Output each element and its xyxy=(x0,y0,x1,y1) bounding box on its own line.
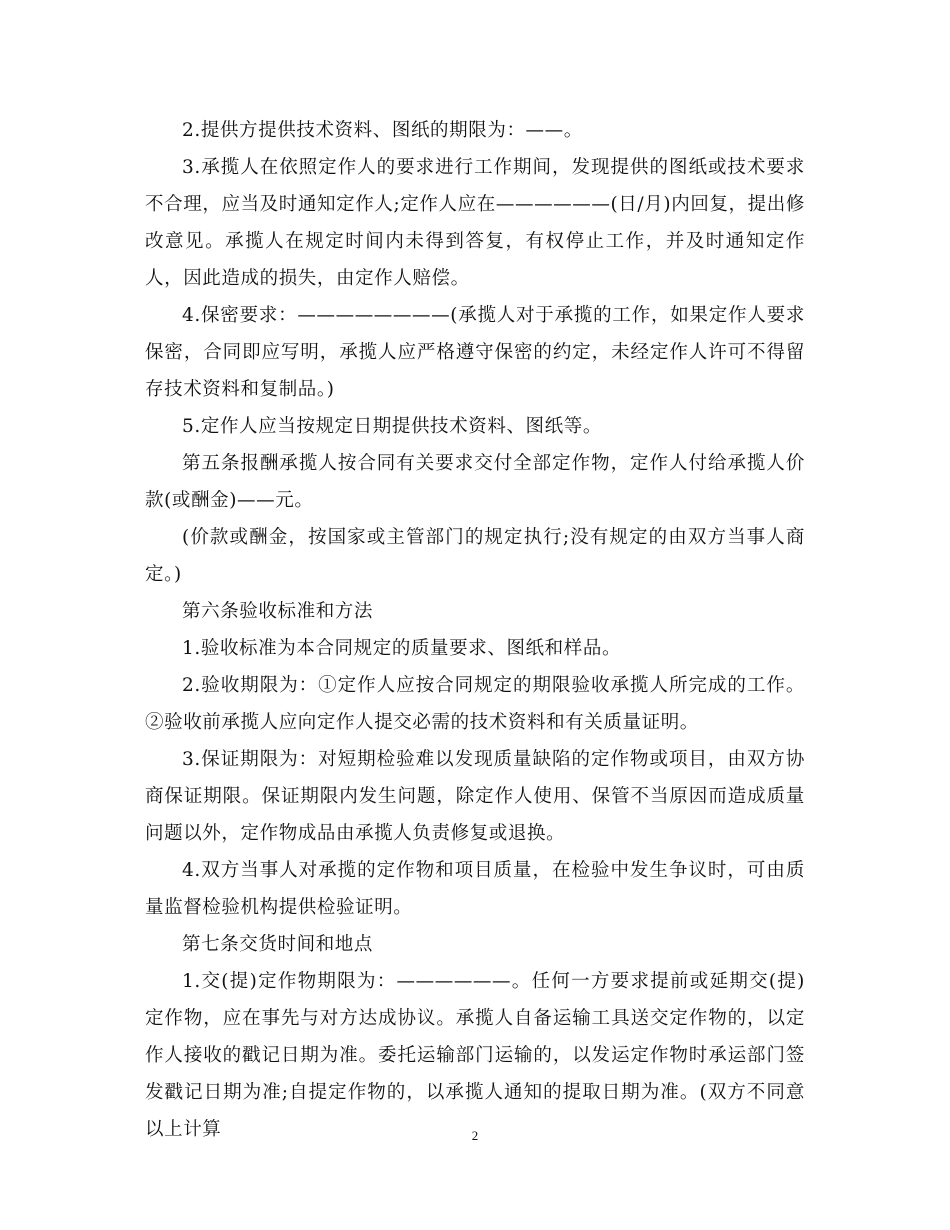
paragraph-acceptance-period: 2.验收期限为：①定作人应按合同规定的期限验收承揽人所完成的工作。②验收前承揽人应向定作人提交必需的技术资料和有关质量证明。 xyxy=(145,675,805,733)
paragraph-notify-unreasonable: 3.承揽人在依照定作人的要求进行工作期间，发现提供的图纸或技术要求不合理，应当及时通知定作人;定作人应在——————(日/月)内回复，提出修改意见。承揽人在规定时间内未得到答复，有权停止工作，并及时通知定作人，因此造成的损失，由定作人赔偿。 xyxy=(145,157,805,289)
paragraph-confidentiality: 4.保密要求：————————(承揽人对于承揽的工作，如果定作人要求保密，合同即应写明，承揽人应严格遵守保密的约定，未经定作人许可不得留存技术资料和复制品。) xyxy=(145,305,805,400)
heading-article-7: 第七条交货时间和地点 xyxy=(182,934,374,955)
paragraph-supply-deadline: 2.提供方提供技术资料、图纸的期限为：——。 xyxy=(182,120,583,141)
paragraph-delivery-period: 1.交(提)定作物期限为：——————。任何一方要求提前或延期交(提)定作物，应在事先与对方达成协议。承揽人自备运输工具送交定作物的，以定作人接收的戳记日期为准。委托运输部门运输的，以发运定作物时承运部门签发戳记日期为准;自提定作物的，以承揽人通知的提取日期为准。(双方不同意以上计算 xyxy=(145,971,805,1140)
paragraph-article-5-remuneration: 第五条报酬承揽人按合同有关要求交付全部定作物，定作人付给承揽人价款(或酬金)——元。 xyxy=(145,453,805,511)
paragraph-quality-dispute: 4.双方当事人对承揽的定作物和项目质量，在检验中发生争议时，可由质量监督检验机构提供检验证明。 xyxy=(145,860,805,918)
heading-article-6: 第六条验收标准和方法 xyxy=(182,601,374,622)
page-number: 2 xyxy=(471,1128,479,1143)
paragraph-remuneration-note: (价款或酬金，按国家或主管部门的规定执行;没有规定的由双方当事人商定。) xyxy=(145,527,805,585)
paragraph-provide-materials: 5.定作人应当按规定日期提供技术资料、图纸等。 xyxy=(182,416,602,437)
paragraph-acceptance-standard: 1.验收标准为本合同规定的质量要求、图纸和样品。 xyxy=(182,638,622,659)
paragraph-guarantee-period: 3.保证期限为：对短期检验难以发现质量缺陷的定作物或项目，由双方协商保证期限。保证期限内发生问题，除定作人使用、保管不当原因而造成质量问题以外，定作物成品由承揽人负责修复或退换。 xyxy=(145,749,805,844)
document-body xyxy=(145,112,805,1148)
